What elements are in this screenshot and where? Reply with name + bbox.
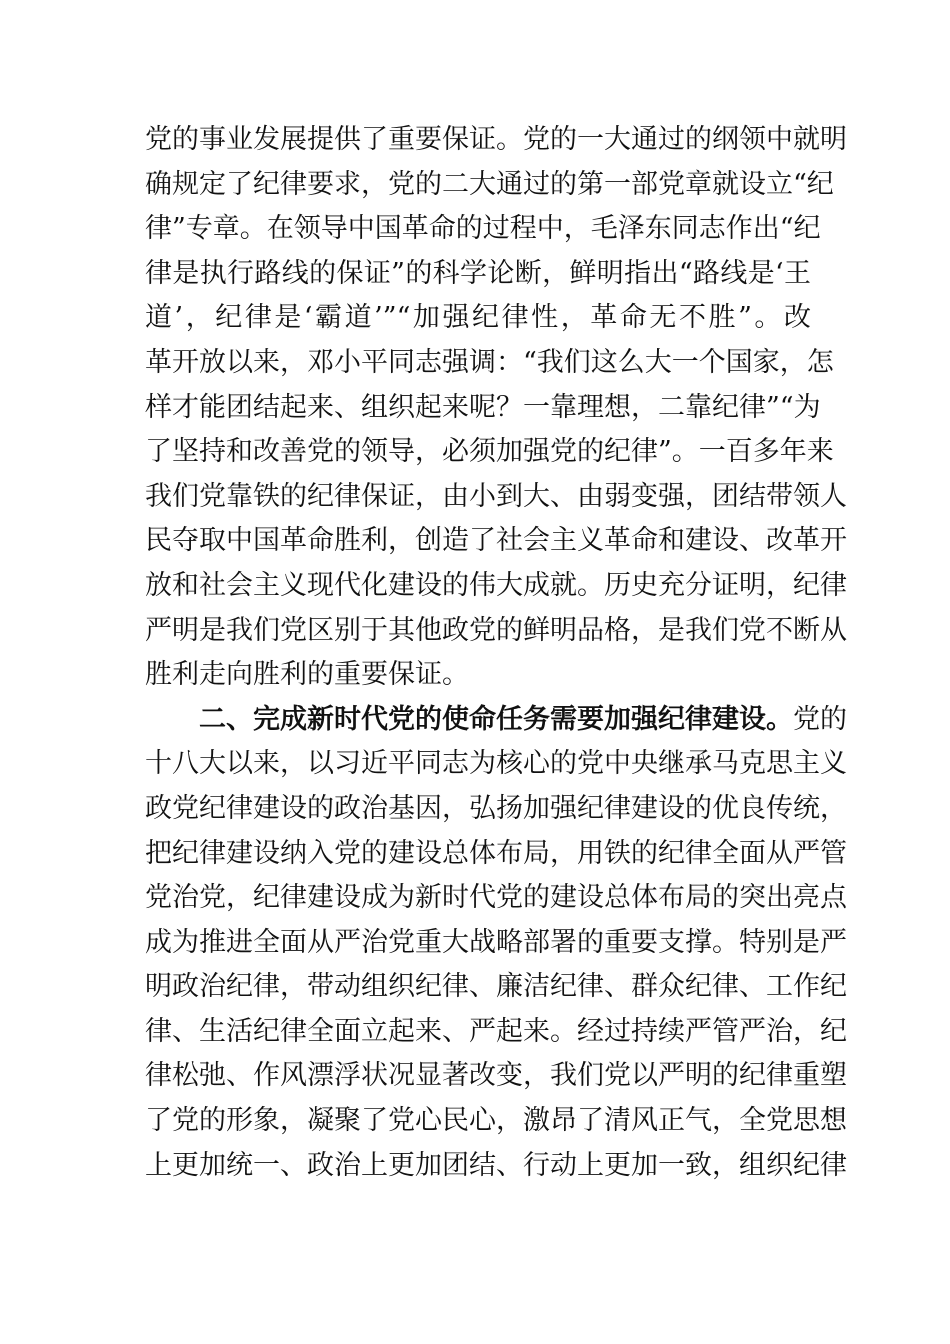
text-line: 十八大以来，以习近平同志为核心的党中央继承马克思主义 xyxy=(145,748,847,780)
text-line: 民夺取中国革命胜利，创造了社会主义革命和建设、改革开 xyxy=(145,525,847,557)
document-body xyxy=(145,118,847,1188)
text-line: 党治党，纪律建设成为新时代党的建设总体布局的突出亮点 xyxy=(145,882,847,914)
text-line: 明政治纪律，带动组织纪律、廉洁纪律、群众纪律、工作纪 xyxy=(145,971,847,1003)
text-line: 律、生活纪律全面立起来、严起来。经过持续严管严治，纪 xyxy=(145,1015,847,1047)
text-line: 律松弛、作风漂浮状况显著改变，我们党以严明的纪律重塑 xyxy=(145,1060,847,1092)
text-line: 放和社会主义现代化建设的伟大成就。历史充分证明，纪律 xyxy=(145,569,847,601)
text-line: 严明是我们党区别于其他政党的鲜明品格，是我们党不断从 xyxy=(145,614,847,646)
paragraph-2 xyxy=(145,698,847,1189)
text-line: 成为推进全面从严治党重大战略部署的重要支撑。特别是严 xyxy=(145,926,847,958)
text-line: 样才能团结起来、组织起来呢？一靠理想，二靠纪律”“为 xyxy=(145,391,821,423)
text-line: 把纪律建设纳入党的建设总体布局，用铁的纪律全面从严管 xyxy=(145,837,847,869)
text-line: 了党的形象，凝聚了党心民心，激昂了清风正气，全党思想 xyxy=(145,1105,847,1137)
text-line: 上更加统一、政治上更加团结、行动上更加一致，组织纪律 xyxy=(145,1149,847,1181)
paragraph-1 xyxy=(145,118,847,698)
text-line: 律是执行路线的保证”的科学论断，鲜明指出“路线是‘王 xyxy=(145,257,811,289)
text-line: 革开放以来，邓小平同志强调：“我们这么大一个国家，怎 xyxy=(145,346,834,378)
text-line: 政党纪律建设的政治基因，弘扬加强纪律建设的优良传统， xyxy=(145,792,847,824)
heading-tail: 党的 xyxy=(793,703,847,735)
text-line: 胜利走向胜利的重要保证。 xyxy=(145,659,469,691)
text-line: 道’，纪律是‘霸道’”“加强纪律性，革命无不胜”。改 xyxy=(145,302,811,334)
text-line: 了坚持和改善党的领导，必须加强党的纪律”。一百多年来 xyxy=(145,436,834,468)
text-line: 党的事业发展提供了重要保证。党的一大通过的纲领中就明 xyxy=(145,124,847,155)
heading-line xyxy=(145,698,847,743)
text-line: 律”专章。在领导中国革命的过程中，毛泽东同志作出“纪 xyxy=(145,213,821,245)
text-line: 确规定了纪律要求，党的二大通过的第一部党章就设立“纪 xyxy=(145,168,834,200)
section-heading: 二、完成新时代党的使命任务需要加强纪律建设。 xyxy=(199,703,793,735)
text-line: 我们党靠铁的纪律保证，由小到大、由弱变强，团结带领人 xyxy=(145,480,847,512)
